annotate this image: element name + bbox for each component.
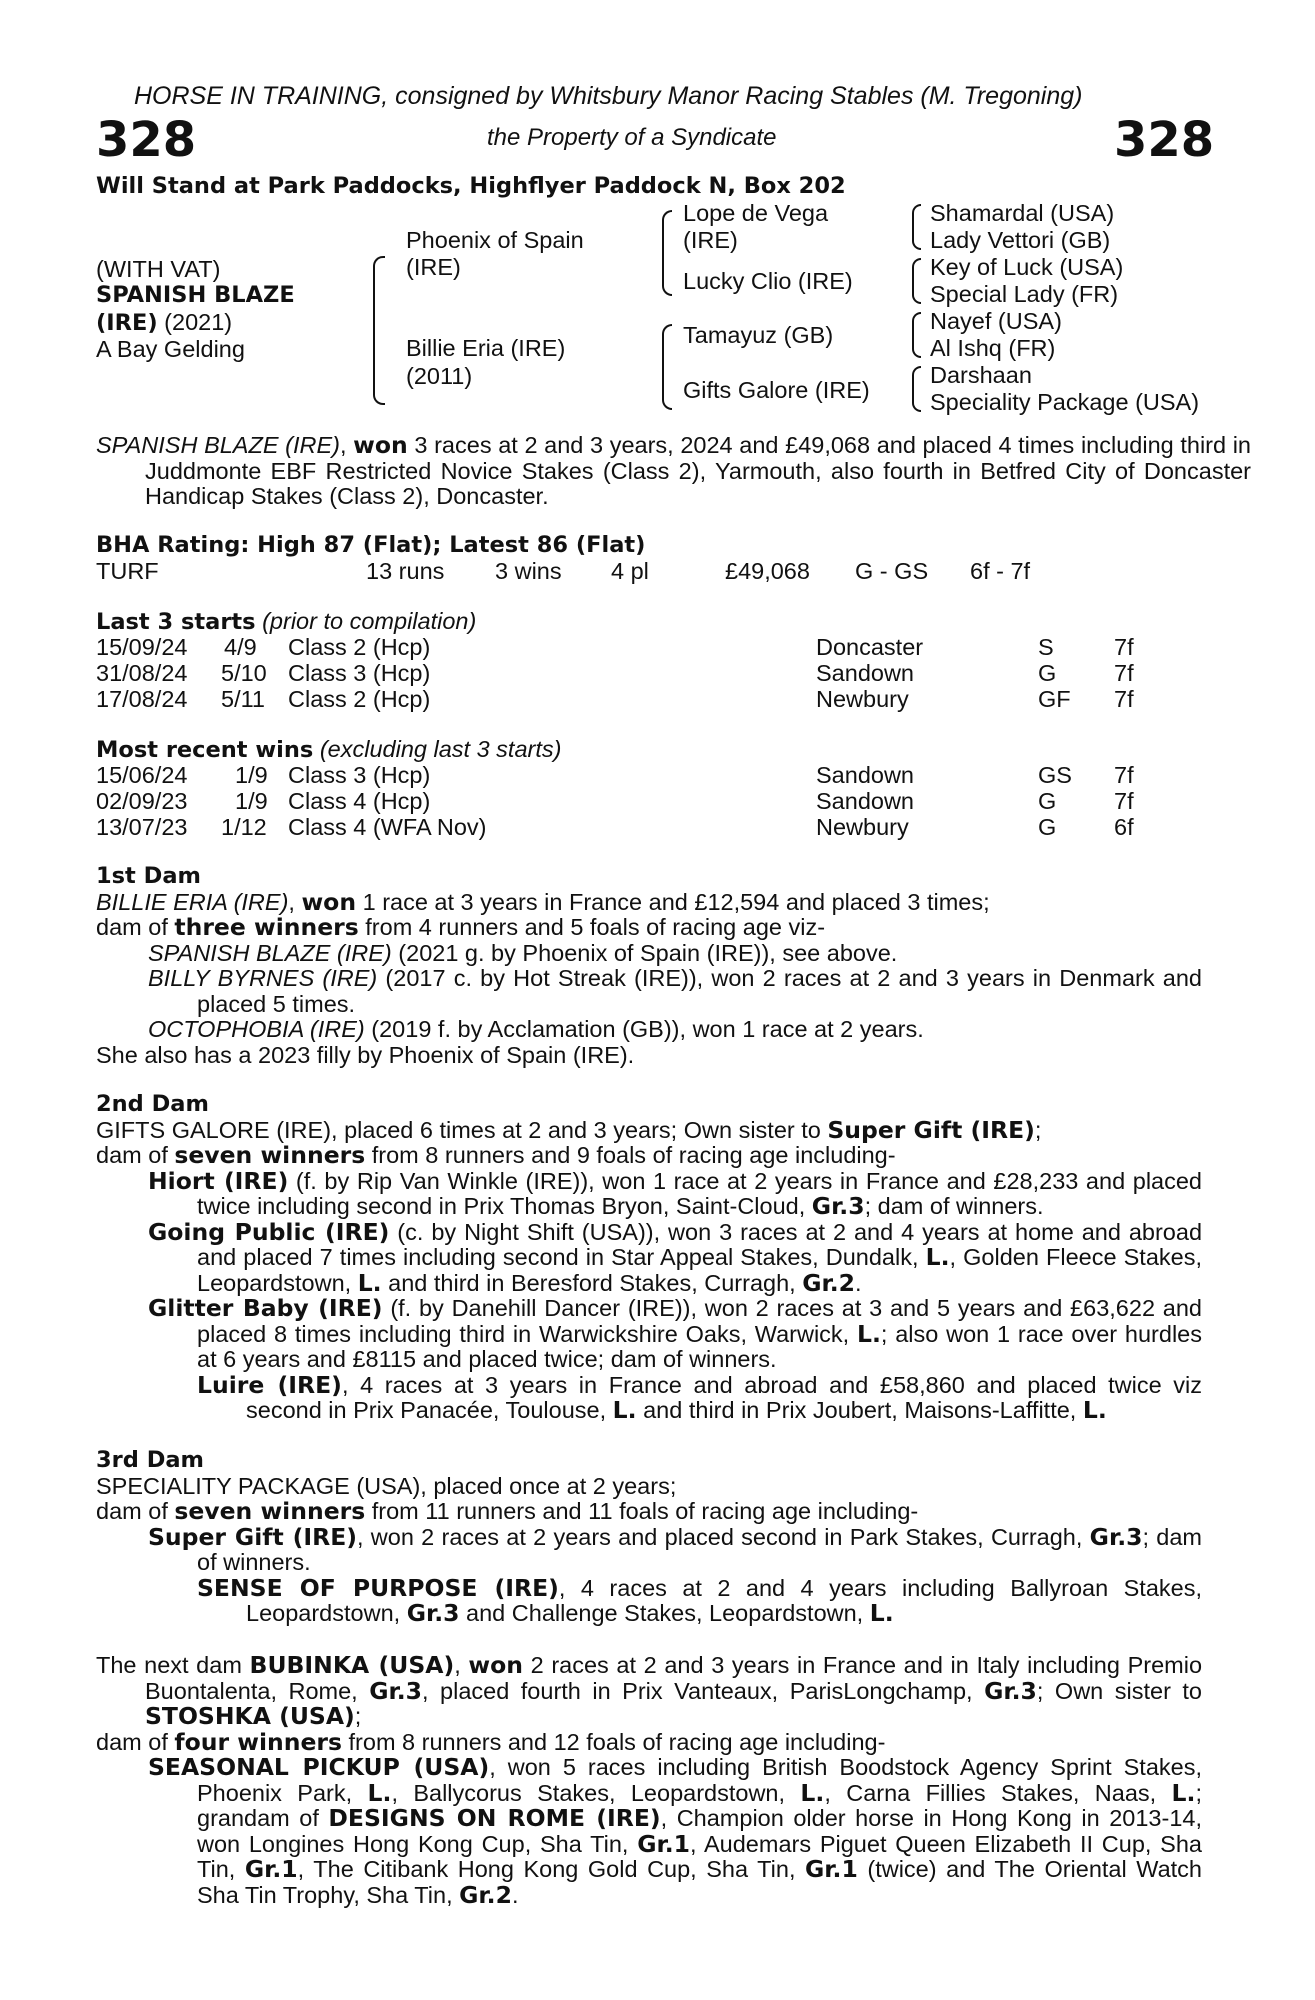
horse-country: (IRE)	[96, 310, 158, 336]
produce-billy-byrnes: BILLY BYRNES (IRE) (2017 c. by Hot Streak (IRE)), won 2 races at 2 and 3 years in Denmark and placed 5 times.	[148, 965, 1202, 1017]
sire: Phoenix of Spain	[406, 227, 584, 253]
win-date: 13/07/23	[96, 814, 188, 840]
produce-spanish-blaze: SPANISH BLAZE (IRE) (2021 g. by Phoenix of Spain (IRE)), see above.	[148, 939, 898, 966]
win-course: Sandown	[816, 788, 914, 814]
start-class: Class 2 (Hcp)	[288, 634, 431, 660]
win-class: Class 4 (Hcp)	[288, 788, 431, 814]
horse-vat: (WITH VAT)	[96, 256, 221, 282]
dam: Billie Eria (IRE)	[406, 335, 566, 361]
lot-number-left: 328	[96, 112, 197, 168]
rating-surface: TURF	[96, 558, 159, 584]
consignment-line: HORSE IN TRAINING, consigned by Whitsbury Manor Racing Stables (M. Tregoning)	[134, 82, 1083, 110]
rating-earnings: £49,068	[725, 558, 810, 584]
produce-glitter-baby: Glitter Baby (IRE) (f. by Danehill Dancer (IRE)), won 2 races at 3 and 5 years and £63,622 and placed 8 times including third in Warwickshire Oaks, Warwick, L.; also won 1 race over hurdles at 6 years and £8115 and placed twice; dam of winners.	[148, 1294, 1202, 1372]
sire-country: (IRE)	[406, 254, 461, 280]
ds-dam: Al Ishq (FR)	[930, 335, 1056, 361]
win-course: Newbury	[816, 814, 909, 840]
sire-sire: Lope de Vega	[683, 200, 829, 226]
race-summary: SPANISH BLAZE (IRE), won 3 races at 2 and 3 years, 2024 and £49,068 and placed 4 times including third in Juddmonte EBF Restricted Novice Stakes (Class 2), Yarmouth, also fourth in Betfred City of Doncaster Handicap Stakes (Class 2), Doncaster.	[96, 431, 1251, 509]
produce-sense-of-purpose: SENSE OF PURPOSE (IRE), 4 races at 2 and 4 years including Ballyroan Stakes, Leopardstown, Gr.3 and Challenge Stakes, Leopardstown, L.	[197, 1573, 1202, 1627]
start-date: 31/08/24	[96, 660, 188, 686]
produce-seasonal-pickup: SEASONAL PICKUP (USA), won 5 races including British Boodstock Agency Sprint Stakes, Phoenix Park, L., Ballycorus Stakes, Leopardstown, L., Carna Fillies Stakes, Naas, L.; grandam of DESIGNS ON ROME (IRE), Champion older horse in Hong Kong in 2013-14, won Longines Hong Kong Cup, Sha Tin, Gr.1, Audemars Piguet Queen Elizabeth II Cup, Sha Tin, Gr.1, The Citibank Hong Kong Gold Cup, Sha Tin, Gr.1 (twice) and The Oriental Watch Sha Tin Trophy, Sha Tin, Gr.2.	[148, 1753, 1202, 1909]
start-dist: 7f	[1114, 686, 1134, 712]
dam-year: (2011)	[406, 363, 473, 389]
sd-sire: Key of Luck (USA)	[930, 254, 1124, 280]
win-course: Sandown	[816, 762, 914, 788]
dd-dam: Speciality Package (USA)	[930, 389, 1200, 415]
sire-dam: Lucky Clio (IRE)	[683, 268, 853, 294]
next-dam-section: The next dam BUBINKA (USA), won 2 races at 2 and 3 years in France and in Italy including Premio Buontalenta, Rome, Gr.3, placed fourth in Prix Vanteaux, ParisLongchamp, Gr.3; Own sister to STOSHKA (USA); dam of four winners from 8 runners and 12 foals of racing age including- SEASONAL PICKUP (USA), won 5 races including British Boodstock Agency Sprint Stakes, Phoenix Park, L., Ballycorus Stakes, Leopardstown, L., Carna Fillies Stakes, Naas, L.; grandam of DESIGNS ON ROME (IRE), Champion older horse in Hong Kong in 2013-14, won Longines Hong Kong Cup, Sha Tin, Gr.1, Audemars Piguet Queen Elizabeth II Cup, Sha Tin, Gr.1, The Citibank Hong Kong Gold Cup, Sha Tin, Gr.1 (twice) and The Oriental Watch Sha Tin Trophy, Sha Tin, Gr.2.	[96, 1651, 1203, 1909]
brace-gen1	[373, 256, 385, 405]
win-dist: 6f	[1114, 814, 1134, 840]
summary-text: 3 races at 2 and 3 years, 2024 and £49,068 and placed 4 times including third in Juddmonte EBF Restricted Novice Stakes (Class 2), Yarmouth, also fourth in Betfred City of Doncaster Handicap Stakes (Class 2), Doncaster.	[145, 432, 1251, 509]
first-dam-section: 1st Dam BILLIE ERIA (IRE), won 1 race at 3 years in France and £12,594 and placed 3 times; dam of three winners from 4 runners and 5 foals of racing age viz- SPANISH BLAZE (IRE) (2021 g. by Phoenix of Spain (IRE)), see above. BILLY BYRNES (IRE) (2017 c. by Hot Streak (IRE)), won 2 races at 2 and 3 years in Denmark and placed 5 times. OCTOPHOBIA (IRE) (2019 f. by Acclamation (GB)), won 1 race at 2 years. She also has a 2023 filly by Phoenix of Spain (IRE).	[96, 863, 1202, 1068]
start-pos: 5/10	[221, 660, 267, 686]
sire-sire-country: (IRE)	[683, 227, 738, 253]
last-starts-heading: Last 3 starts (prior to compilation)	[96, 608, 477, 635]
rating-placed: 4 pl	[611, 558, 649, 584]
ss-sire: Shamardal (USA)	[930, 200, 1115, 226]
property-line: the Property of a Syndicate	[487, 124, 777, 151]
start-dist: 7f	[1114, 634, 1134, 660]
location-line: Will Stand at Park Paddocks, Highflyer Paddock N, Box 202	[96, 173, 846, 199]
ss-dam: Lady Vettori (GB)	[930, 227, 1111, 253]
win-going: G	[1038, 814, 1057, 840]
recent-wins-heading: Most recent wins (excluding last 3 starts)	[96, 736, 562, 763]
brace-dam-side	[662, 324, 672, 410]
rating-wins: 3 wins	[495, 558, 562, 584]
start-pos: 5/11	[221, 686, 265, 712]
brace-sire-side	[662, 210, 672, 296]
start-dist: 7f	[1114, 660, 1134, 686]
win-class: Class 3 (Hcp)	[288, 762, 431, 788]
summary-won: won	[353, 431, 408, 459]
win-going: GS	[1038, 762, 1072, 788]
horse-description: A Bay Gelding	[96, 336, 245, 362]
win-class: Class 4 (WFA Nov)	[288, 814, 487, 840]
dam1-name: BILLIE ERIA (IRE)	[96, 888, 289, 915]
win-going: G	[1038, 788, 1057, 814]
start-course: Sandown	[816, 660, 914, 686]
win-date: 02/09/23	[96, 788, 188, 814]
win-date: 15/06/24	[96, 762, 188, 788]
second-dam-heading: 2nd Dam	[96, 1091, 209, 1117]
produce-going-public: Going Public (IRE) (c. by Night Shift (USA)), won 3 races at 2 and 4 years at home and abroad and placed 7 times including second in Star Appeal Stakes, Dundalk, L., Golden Fleece Stakes, Leopardstown, L. and third in Beresford Stakes, Curragh, Gr.2.	[148, 1217, 1203, 1297]
brace-ds	[912, 312, 921, 358]
lot-number-right: 328	[1114, 112, 1215, 168]
summary-name: SPANISH BLAZE (IRE)	[96, 432, 340, 458]
start-course: Newbury	[816, 686, 909, 712]
third-dam-heading: 3rd Dam	[96, 1447, 204, 1473]
produce-luire: Luire (IRE), 4 races at 3 years in France and abroad and £58,860 and placed twice viz second in Prix Panacée, Toulouse, L. and third in Prix Joubert, Maisons-Laffitte, L.	[197, 1370, 1203, 1424]
start-going: GF	[1038, 686, 1071, 712]
ds-sire: Nayef (USA)	[930, 308, 1062, 334]
win-dist: 7f	[1114, 788, 1134, 814]
start-date: 17/08/24	[96, 686, 188, 712]
start-class: Class 3 (Hcp)	[288, 660, 431, 686]
brace-sd	[912, 258, 921, 304]
start-pos: 4/9	[224, 634, 257, 660]
sd-dam: Special Lady (FR)	[930, 281, 1119, 307]
start-going: S	[1038, 634, 1054, 660]
win-dist: 7f	[1114, 762, 1134, 788]
dam-sire: Tamayuz (GB)	[683, 322, 834, 348]
start-date: 15/09/24	[96, 634, 188, 660]
dam1-footer: She also has a 2023 filly by Phoenix of Spain (IRE).	[96, 1041, 635, 1068]
start-course: Doncaster	[816, 634, 924, 660]
horse-year: (2021)	[157, 309, 233, 335]
win-pos: 1/9	[235, 762, 268, 788]
start-going: G	[1038, 660, 1057, 686]
dd-sire: Darshaan	[930, 362, 1032, 388]
win-pos: 1/12	[221, 814, 267, 840]
rating-runs: 13 runs	[366, 558, 445, 584]
start-class: Class 2 (Hcp)	[288, 686, 431, 712]
brace-dd	[912, 366, 921, 412]
second-dam-section: 2nd Dam GIFTS GALORE (IRE), placed 6 times at 2 and 3 years; Own sister to Super Gift (IRE); dam of seven winners from 8 runners and 9 foals of racing age including- Hiort (IRE) (f. by Rip Van Winkle (IRE)), won 1 race at 2 years in France and £28,233 and placed twice including second in Prix Thomas Bryon, Saint-Cloud, Gr.3; dam of winners. Going Public (IRE) (c. by Night Shift (USA)), won 3 races at 2 and 4 years at home and abroad and placed 7 times including second in Star Appeal Stakes, Dundalk, L., Golden Fleece Stakes, Leopardstown, L. and third in Beresford Stakes, Curragh, Gr.2. Glitter Baby (IRE) (f. by Danehill Dancer (IRE)), won 2 races at 3 and 5 years and £63,622 and placed 8 times including third in Warwickshire Oaks, Warwick, L.; also won 1 race over hurdles at 6 years and £8115 and placed twice; dam of winners. Luire (IRE), 4 races at 3 years in France and abroad and £58,860 and placed twice viz second in Prix Panacée, Toulouse, L. and third in Prix Joubert, Maisons-Laffitte, L.	[96, 1091, 1203, 1424]
dam-dam: Gifts Galore (IRE)	[683, 377, 870, 403]
brace-ss	[912, 204, 921, 250]
produce-hiort: Hiort (IRE) (f. by Rip Van Winkle (IRE)), won 1 race at 2 years in France and £28,233 and placed twice including second in Prix Thomas Bryon, Saint-Cloud, Gr.3; dam of winners.	[148, 1166, 1202, 1220]
produce-super-gift: Super Gift (IRE), won 2 races at 2 years and placed second in Park Stakes, Curragh, Gr.3; dam of winners.	[148, 1522, 1202, 1575]
horse-year-line	[96, 309, 232, 337]
rating-distance: 6f - 7f	[970, 558, 1031, 584]
rating-going: G - GS	[855, 558, 929, 584]
bha-rating: BHA Rating: High 87 (Flat); Latest 86 (Flat)	[96, 532, 646, 558]
first-dam-heading: 1st Dam	[96, 863, 201, 889]
horse-name: SPANISH BLAZE	[96, 282, 295, 308]
win-pos: 1/9	[235, 788, 268, 814]
third-dam-section: 3rd Dam SPECIALITY PACKAGE (USA), placed once at 2 years; dam of seven winners from 11 runners and 11 foals of racing age including- Super Gift (IRE), won 2 races at 2 years and placed second in Park Stakes, Curragh, Gr.3; dam of winners. SENSE OF PURPOSE (IRE), 4 races at 2 and 4 years including Ballyroan Stakes, Leopardstown, Gr.3 and Challenge Stakes, Leopardstown, L.	[96, 1447, 1202, 1627]
produce-octophobia: OCTOPHOBIA (IRE) (2019 f. by Acclamation (GB)), won 1 race at 2 years.	[148, 1016, 924, 1042]
